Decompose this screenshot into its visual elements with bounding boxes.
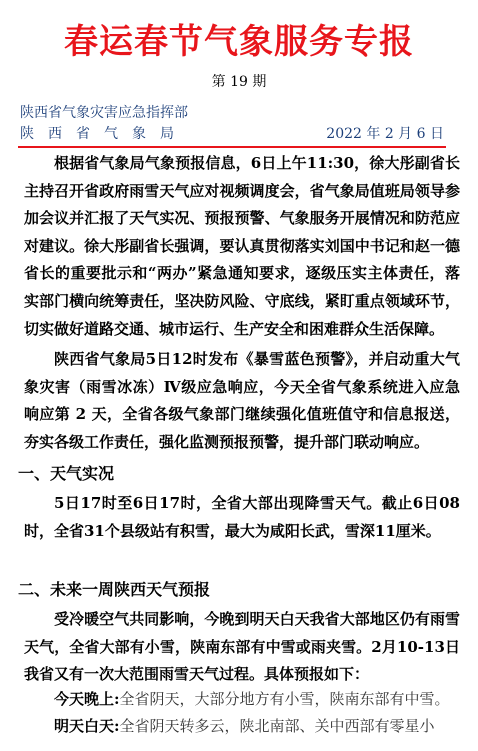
forecast-item-text: 全省阴天，大部分地方有小雪，陕南东部有中雪。 [119,690,450,708]
issuing-department: 陕西省气象灾害应急指挥部 [20,105,188,121]
forecast-item-label: 今天晚上: [54,690,120,708]
issue-date: 2022 年 2 月 6 日 [326,126,444,142]
forecast-item [24,686,464,713]
issue-number: 第 19 期 [211,74,267,90]
forecast-paragraph: 受冷暖空气共同影响，今晚到明天白天我省大部地区仍有雨雪天气，全省大部有小雪，陕南东部有中雪或雨夹雪。2月10-13日我省又有一次大范围雨雪天气过程。具体预报如下： [24,610,460,684]
intro-paragraph: 根据省气象局气象预报信息，6日上午11:30，徐大彤副省长主持召开省政府雨雪天气应对视频调度会，省气象局值班局领导参加会议并汇报了天气实况、预报预警、气象服务开展情况和防范应对建议。徐大彤副省长强调，要认真贯彻落实刘国中书记和赵一德省长的重要批示和“两办”紧急通知要求，逐级压实主体责任，落实部门横向统筹责任，坚决防风险、守底线，紧盯重点领域环节，切实做好道路交通、城市运行、生产安全和困难群众生活保障。 [24,154,460,338]
observations-paragraph: 5日17时至6日17时，全省大部出现降雪天气。截止6日08时，全省31个县级站有积雪，最大为咸阳长武，雪深11厘米。 [24,494,460,540]
forecast-item-text: 全省阴天转多云，陕北南部、关中西部有零星小 [119,717,435,735]
section-heading-observations: 一、天气实况 [18,464,115,483]
header-divider [18,146,446,148]
issuing-bureau: 陕西省气象局 [20,126,188,142]
forecast-item-label: 明天白天: [54,717,120,735]
section-heading-forecast: 二、未来一周陕西天气预报 [18,580,211,599]
warning-paragraph: 陕西省气象局5日12时发布《暴雪蓝色预警》，并启动重大气象灾害（雨雪冰冻）Ⅳ级应急响应，今天全省气象系统进入应急响应第 2 天，全省各级气象部门继续强化值班值守和信息报送，夯实各级工作责任，强化监测预报预警，提升部门联动响应。 [24,350,460,451]
report-title: 春运春节气象服务专报 [64,22,414,62]
forecast-item [24,713,464,740]
